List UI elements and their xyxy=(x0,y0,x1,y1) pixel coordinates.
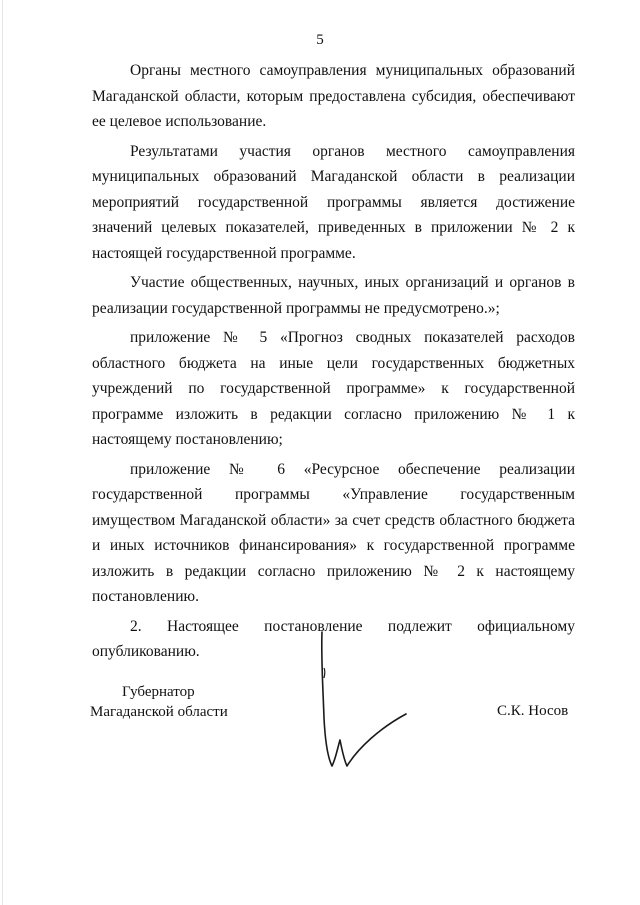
paragraph: Результатами участия органов местного самоуправления муниципальных образований Магаданской области в реализации мероприятий государственной программы является достижение значений целевых показателей, приведенных в приложении № 2 к настоящей государственной программе. xyxy=(92,142,575,262)
paragraph: Органы местного самоуправления муниципальных образований Магаданской области, которым предоставлена субсидия, обеспечивают ее целевое использование. xyxy=(92,62,575,130)
page-number: 5 xyxy=(316,32,324,48)
page-edge-line xyxy=(2,0,3,905)
paragraph: 2. Настоящее постановление подлежит официальному опубликованию. xyxy=(92,617,575,660)
paragraph: Участие общественных, научных, иных организаций и органов в реализации государственной программы не предусмотрено.»; xyxy=(92,274,575,317)
signatory-name: С.К. Носов xyxy=(497,703,569,719)
handwritten-signature xyxy=(310,628,420,778)
paragraph: приложение № 5 «Прогноз сводных показателей расходов областного бюджета на иные цели государственных бюджетных учреждений по государственной программе» к государственной программе изложить в редакции согласно приложению № 1 к настоящему постановлению; xyxy=(92,329,575,448)
signatory-title xyxy=(90,682,228,722)
paragraph: приложение № 6 «Ресурсное обеспечение реализации государственной программы «Управление государственным имуществом Магаданской области» за счет средств областного бюджета и иных источников финансирования» к государственной программе изложить в редакции согласно приложению № 2 к настоящему постановлению. xyxy=(92,460,575,605)
signatory-position: Губернатор xyxy=(122,684,195,700)
document-body xyxy=(92,58,575,669)
signatory-region: Магаданской области xyxy=(90,704,228,720)
